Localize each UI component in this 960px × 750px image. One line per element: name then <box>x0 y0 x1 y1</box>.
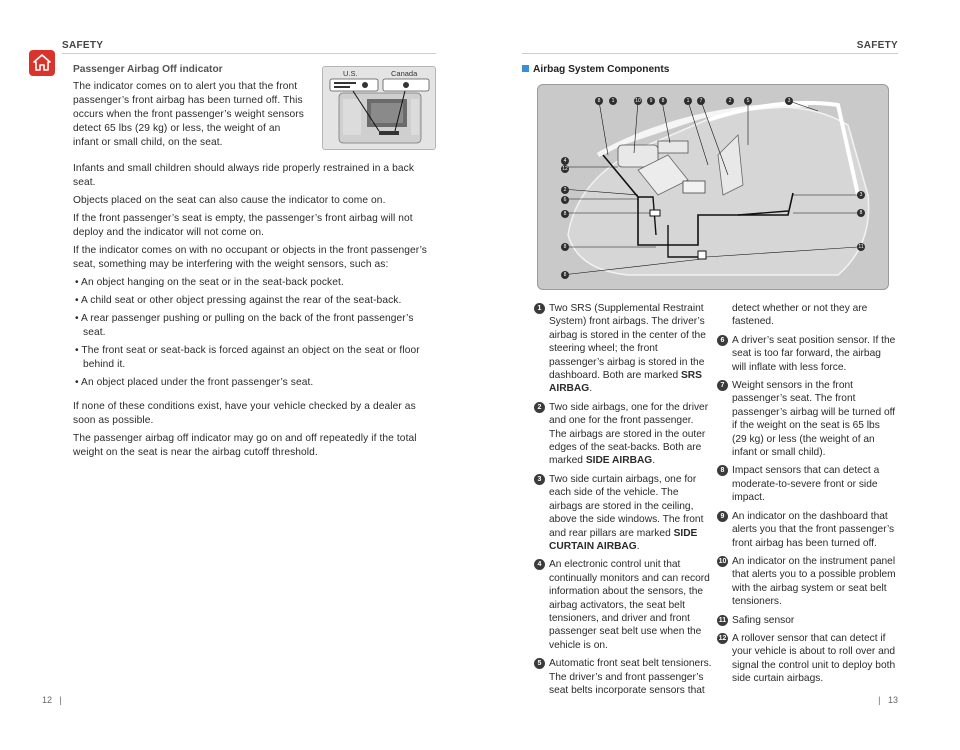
callout-badge: 3 <box>785 97 793 105</box>
label-canada: Canada <box>391 69 418 78</box>
airbag-components-heading: Airbag System Components <box>522 64 669 75</box>
component-item-8: 8 Impact sensors that can detect a moderate-to-severe front or side impact. <box>717 464 897 504</box>
component-item-3: 3 Two side curtain airbags, one for each side of the vehicle. The airbags are stored in the ceiling, above the side windows. The front and rear pillars are marked SIDE CURTAIN AIRBAG. <box>534 473 712 553</box>
callout-badge: 2 <box>726 97 734 105</box>
component-item-6: 6 A driver’s seat position sensor. If the seat is too far forward, the airbag will inflate with less force. <box>717 334 897 374</box>
callout-badge: 8 <box>595 97 603 105</box>
closing-paragraph-1: If none of these conditions exist, have your vehicle checked by a dealer as soon as possible. <box>73 401 416 426</box>
component-item-7: 7 Weight sensors in the front passenger’s seat. The front passenger’s airbag will be turned off if the weight on the seat is 65 lbs (29 kg) or less (the weight of an infant or small child). <box>717 379 897 459</box>
right-header-title: SAFETY <box>856 40 898 51</box>
callout-badge: 10 <box>635 98 641 104</box>
bullet-item: • A rear passenger pushing or pulling on the back of the front passenger’s seat. <box>75 313 414 338</box>
callout-badge: 8 <box>857 209 865 217</box>
section-square-icon <box>522 65 529 72</box>
paragraph-3: If the front passenger’s seat is empty, the passenger’s front airbag will not deploy and the indicator will not come on. <box>73 213 413 238</box>
paragraph-1: Infants and small children should always ride properly restrained in a back seat. <box>73 163 415 188</box>
bullet-item: • The front seat or seat-back is forced against an object on the seat or floor behind it. <box>75 345 420 370</box>
component-item-12: 12 A rollover sensor that can detect if your vehicle is about to roll over and signal the control unit to deploy both side curtain airbags. <box>718 632 896 685</box>
callout-badge: 5 <box>744 97 752 105</box>
bullet-item: • A child seat or other object pressing against the rear of the seat-back. <box>75 295 402 306</box>
component-item-11: 11 Safing sensor <box>718 614 795 626</box>
callout-badge: 1 <box>684 97 692 105</box>
callout-badge: 3 <box>857 191 865 199</box>
callout-badge: 9 <box>647 97 655 105</box>
component-item-1: 1 Two SRS (Supplemental Restraint System) front airbags. The driver’s airbag is stored in the center of the steering wheel; the front passenger’s airbag is stored in the dashboard. Both are marked SRS AIRBAG. <box>534 302 712 396</box>
callout-badge: 8 <box>561 210 569 218</box>
bullet-item: • An object placed under the front passenger’s seat. <box>75 377 314 388</box>
callout-badge: 7 <box>697 97 705 105</box>
paragraph-2: Objects placed on the seat can also cause the indicator to come on. <box>73 195 386 206</box>
callout-badge: 1 <box>609 97 617 105</box>
right-header-rule <box>522 53 898 54</box>
components-list-col1 <box>534 302 712 702</box>
component-item-5: 5 Automatic front seat belt tensioners. The driver’s and front passenger’s seat belts incorporate sensors that <box>534 657 712 697</box>
paragraph-4: If the indicator comes on with no occupant or objects in the front passenger’s seat, something may be interfering with the weight sensors, such as: <box>73 245 427 270</box>
callout-badge: 12 <box>562 166 568 172</box>
component-item-10: 10 An indicator on the instrument panel that alerts you to a possible problem with the airbag system or seat belt tensioners. <box>718 555 896 608</box>
component-item-9: 9 An indicator on the dashboard that alerts you that the front passenger’s front airbag has been turned off. <box>717 510 897 550</box>
callout-badge: 2 <box>561 186 569 194</box>
left-header-rule <box>62 53 436 54</box>
airbag-system-diagram <box>537 84 889 290</box>
callout-badge: 8 <box>561 243 569 251</box>
left-page-number: 12 | <box>42 695 62 705</box>
component-item-4: 4 An electronic control unit that continually monitors and can record information about the sensors, the airbag activators, the seat belt tensioners, and driver and front passenger seat belt use when the vehicle is on. <box>534 558 712 652</box>
components-list-col2 <box>717 302 897 691</box>
callout-badge: 6 <box>561 196 569 204</box>
right-page-number: | 13 <box>878 695 898 705</box>
component-item-2: 2 Two side airbags, one for the driver and one for the front passenger. The airbags are stored in the outer edges of the seat-backs. Both are marked SIDE AIRBAG. <box>534 401 712 468</box>
bullet-item: • An object hanging on the seat or in the seat-back pocket. <box>75 277 344 288</box>
callout-badge: 8 <box>561 271 569 279</box>
left-header-title: SAFETY <box>62 40 104 51</box>
home-icon[interactable] <box>29 50 55 76</box>
callout-badge: 8 <box>659 97 667 105</box>
closing-paragraph-2: The passenger airbag off indicator may go on and off repeatedly if the total weight on the seat is near the airbag cutoff threshold. <box>73 433 417 458</box>
dashboard-illustration <box>323 67 435 149</box>
label-us: U.S. <box>343 69 358 78</box>
intro-paragraph: The indicator comes on to alert you that the front passenger’s front airbag has been turned off. This occurs when the front passenger’s weight sensors detect 65 lbs (29 kg) or less, the weight of an infant or small child, on the seat. <box>73 81 304 148</box>
callout-badge: 4 <box>561 157 569 165</box>
component-item-5-continued: detect whether or not they are fastened. <box>732 303 868 328</box>
vehicle-illustration <box>538 85 888 289</box>
indicator-dashboard-image <box>322 66 436 150</box>
callout-badge: 11 <box>858 244 864 250</box>
passenger-airbag-off-heading: Passenger Airbag Off indicator <box>73 64 223 75</box>
